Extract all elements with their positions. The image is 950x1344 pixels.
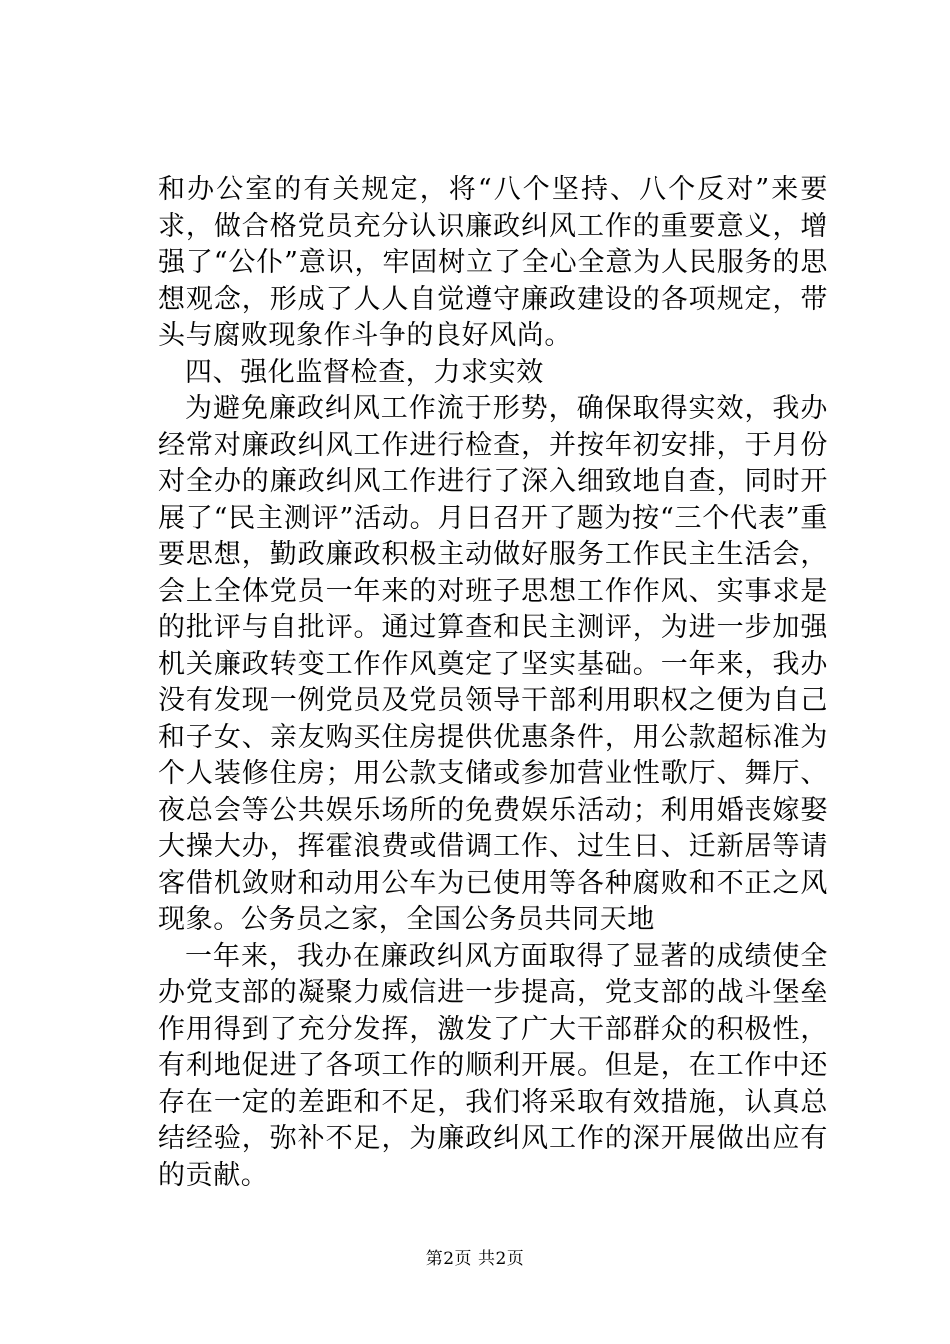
section-heading: 四、强化监督检查，力求实效	[185, 356, 544, 388]
page-footer: 第2页 共2页	[425, 1249, 525, 1269]
document-body	[158, 172, 828, 1194]
paragraph-summary: 一年来，我办在廉政纠风方面取得了显著的成绩使全办党支部的凝聚力威信进一步提高，党支部的战斗堡垒作用得到了充分发挥，激发了广大干部群众的积极性，有利地促进了各项工作的顺利开展。但是，在工作中还存在一定的差距和不足，我们将采取有效措施，认真总结经验，弥补不足，为廉政纠风工作的深开展做出应有的贡献。	[158, 940, 828, 1191]
paragraph-supervision: 为避免廉政纠风工作流于形势，确保取得实效，我办经常对廉政纠风工作进行检查，并按年初安排，于月份对全办的廉政纠风工作进行了深入细致地自查，同时开展了“民主测评”活动。月日召开了题为按“三个代表”重要思想，勤政廉政积极主动做好服务工作民主生活会，会上全体党员一年来的对班子思想工作作风、实事求是的批评与自批评。通过算查和民主测评，为进一步加强机关廉政转变工作作风奠定了坚实基础。一年来，我办没有发现一例党员及党员领导干部利用职权之便为自己和子女、亲友购买住房提供优惠条件，用公款超标准为个人装修住房；用公款支储或参加营业性歌厅、舞厅、夜总会等公共娱乐场所的免费娱乐活动；利用婚丧嫁娶大操大办，挥霍浪费或借调工作、过生日、迁新居等请客借机敛财和动用公车为已使用等各种腐败和不正之风现象。公务员之家，全国公务员共同天地	[158, 393, 828, 935]
paragraph-continuation: 和办公室的有关规定，将“八个坚持、八个反对”来要求，做合格党员充分认识廉政纠风工作的重要意义，增强了“公仆”意识，牢固树立了全心全意为人民服务的思想观念，形成了人人自觉遵守廉政建设的各项规定，带头与腐败现象作斗争的良好风尚。	[158, 174, 828, 351]
